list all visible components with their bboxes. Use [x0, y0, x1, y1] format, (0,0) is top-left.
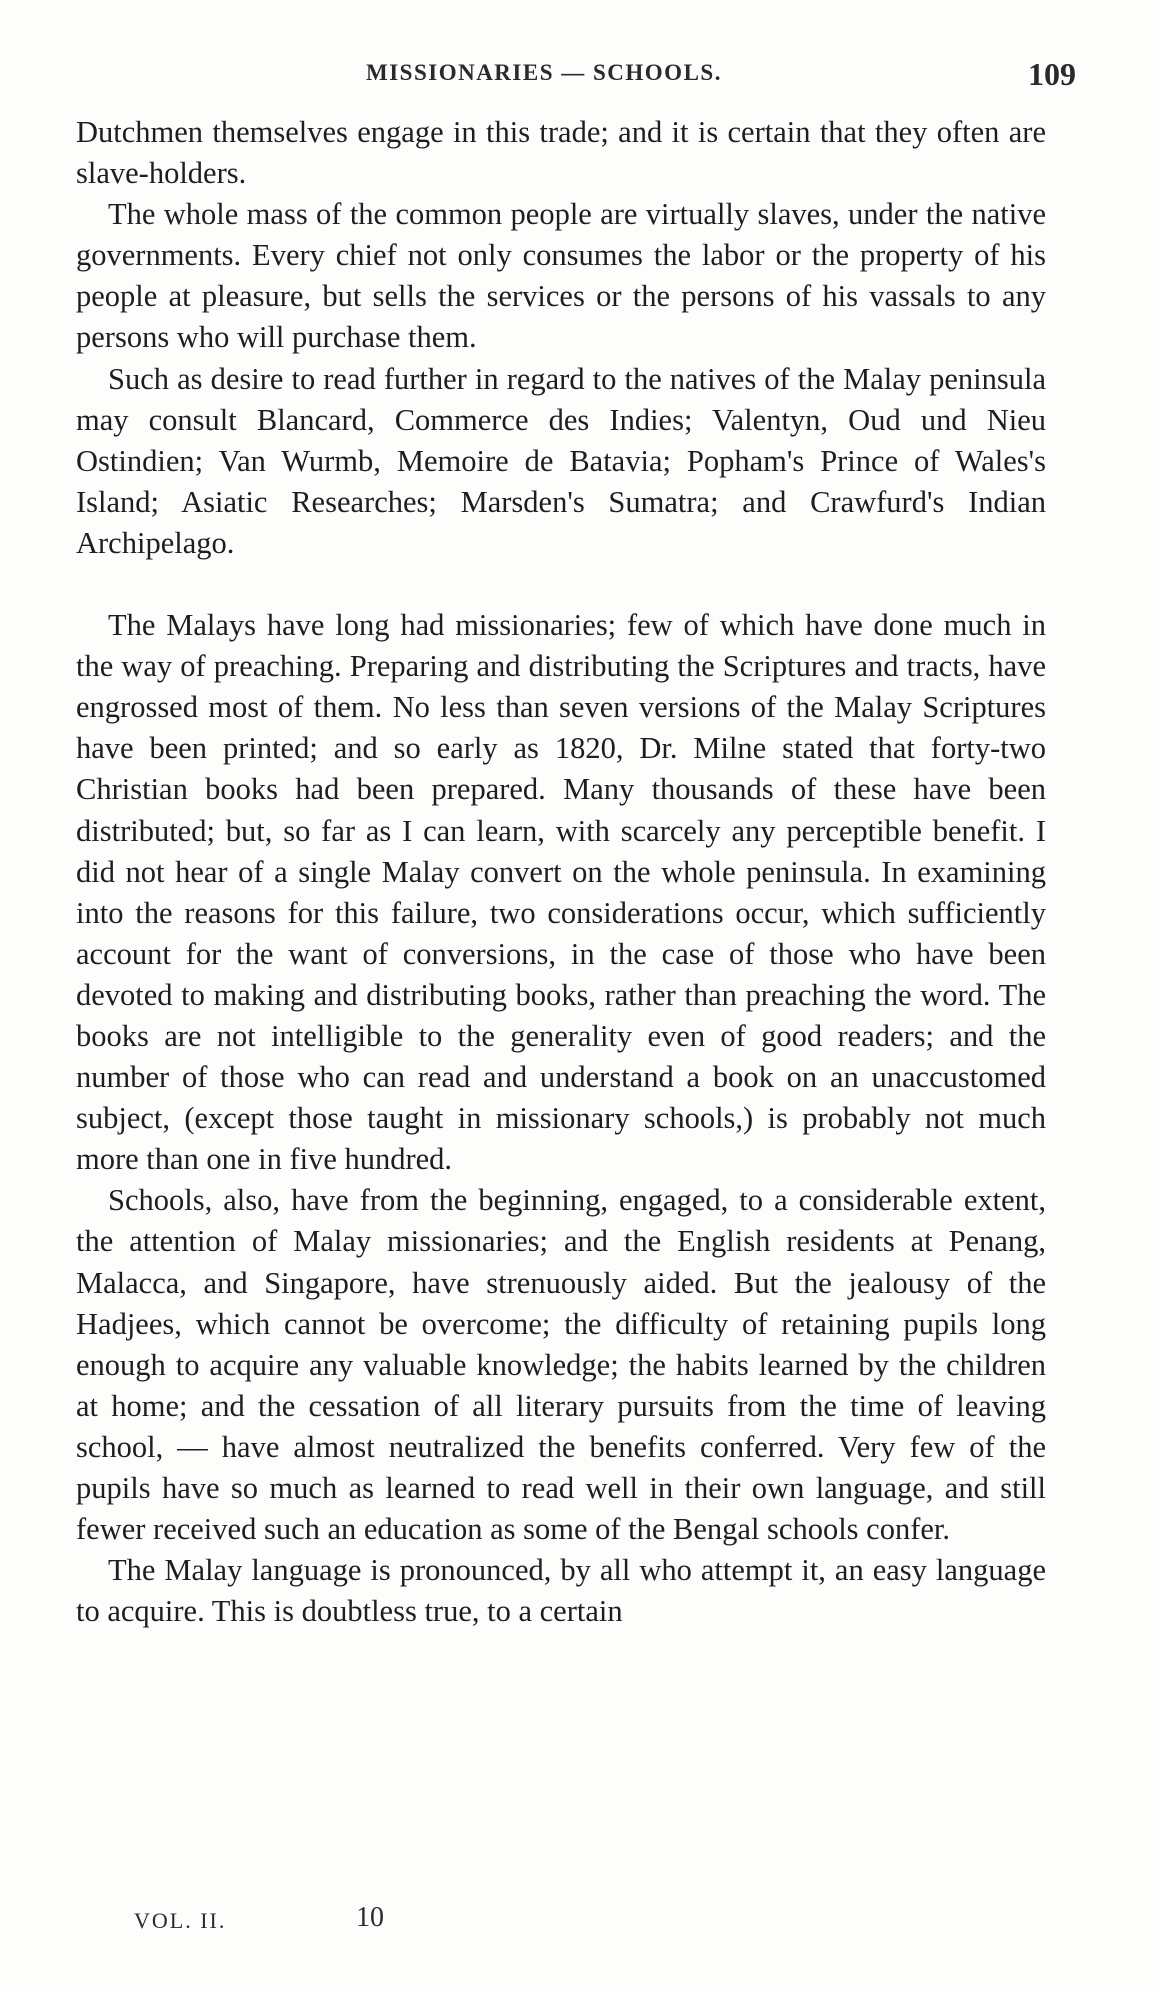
paragraph: Schools, also, have from the beginning, engaged, to a considerable extent, the attention of Malay missionaries; and the English residents at Penang, Malacca, and Singapore, have strenuously aided. But the jealousy of the Hadjees, which cannot be overcome; the difficulty of retaining pupils long enough to acquire any valuable knowledge; the habits learned by the children at home; and the cessation of all literary pursuits from the time of leaving school, — have almost neutralized the benefits conferred. Very few of the pupils have so much as learned to read well in their own language, and still fewer received such an education as some of the Bengal schools confer. — [76, 1183, 1046, 1547]
paragraph: The whole mass of the common people are virtually slaves, under the native governments. Every chief not only consumes the labor or the property of his people at pleasure, but sells the services or the persons of his vassals to any persons who will purchase them. — [76, 197, 1046, 355]
paragraph: The Malay language is pronounced, by all who attempt it, an easy language to acquire. This is doubtless true, to a certain — [76, 1553, 1046, 1629]
running-title: MISSIONARIES — SCHOOLS. — [366, 60, 722, 85]
signature-number: 10 — [356, 1902, 384, 1933]
running-head — [76, 56, 1076, 96]
paragraph: Such as desire to read further in regard to the natives of the Malay peninsula may consult Blancard, Commerce des Indies; Valentyn, Oud und Nieu Ostindien; Van Wurmb, Memoire de Batavia; Popham's Prince of Wales's Island; Asiatic Researches; Marsden's Sumatra; and Crawfurd's Indian Archipelago. — [76, 361, 1046, 560]
body-text — [76, 112, 1046, 1632]
paragraph: The Malays have long had missionaries; few of which have done much in the way of preaching. Preparing and distributing the Scriptures and tracts, have engrossed most of them. No less than seven versions of the Malay Scriptures have been printed; and so early as 1820, Dr. Milne stated that forty-two Christian books had been prepared. Many thousands of these have been distributed; but, so far as I can learn, with scarcely any perceptible benefit. I did not hear of a single Malay convert on the whole peninsula. In examining into the reasons for this failure, two considerations occur, which sufficiently account for the want of conversions, in the case of those who have been devoted to making and distributing books, rather than preaching the word. The books are not intelligible to the generality even of good readers; and the number of those who can read and understand a book on an unaccustomed subject, (except those taught in missionary schools,) is probably not much more than one in five hundred. — [76, 608, 1046, 1177]
page-footer — [134, 1902, 534, 1942]
paragraph: Dutchmen themselves engage in this trade; and it is certain that they often are slave-holders. — [76, 115, 1046, 191]
page-number: 109 — [1028, 56, 1076, 92]
volume-mark: VOL. II. — [134, 1908, 227, 1933]
